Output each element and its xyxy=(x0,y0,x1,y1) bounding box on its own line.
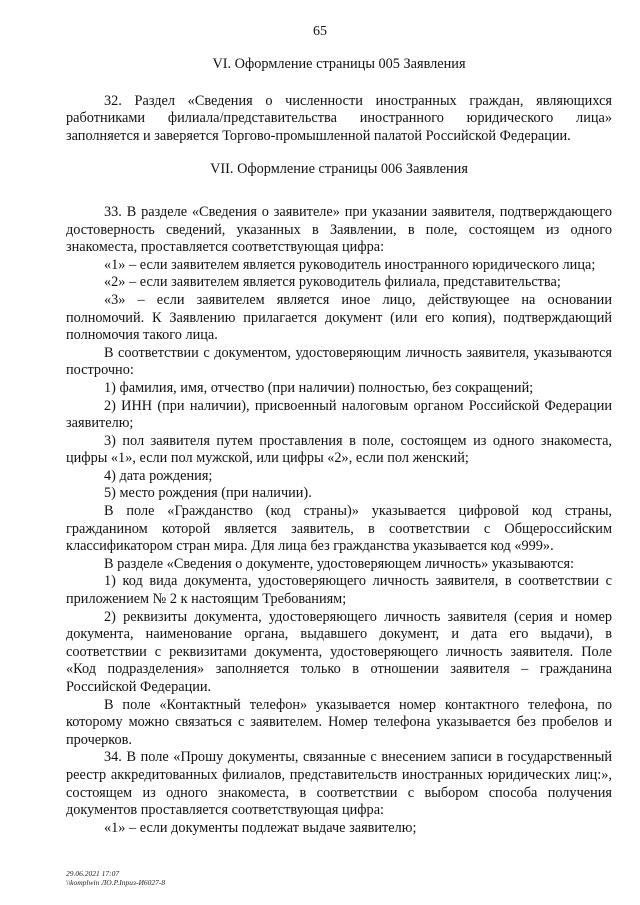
paragraph: 2) ИНН (при наличии), присвоенный налоговым органом Российской Федерации заявителю; xyxy=(66,397,612,432)
document-body xyxy=(66,56,612,837)
paragraph: 1) фамилия, имя, отчество (при наличии) полностью, без сокращений; xyxy=(104,379,534,396)
footer-timestamp: 29.06.2021 17:07 xyxy=(66,869,120,878)
paragraph: 33. В разделе «Сведения о заявителе» при указании заявителя, подтверждающего достоверность сведений, указанных в Заявлении, в поле, состоящем из одного знакоместа, проставляется соответствующая цифра: xyxy=(66,203,612,256)
paragraph: «3» – если заявителем является иное лицо, действующее на основании полномочий. К Заявлению прилагается документ (или его копия), подтверждающий полномочия такого лица. xyxy=(66,291,612,344)
paragraph: В разделе «Сведения о документе, удостоверяющем личность» указываются: xyxy=(104,555,575,572)
paragraph: «2» – если заявителем является руководитель филиала, представительства; xyxy=(104,274,561,291)
paragraph: 3) пол заявителя путем проставления в поле, состоящем из одного знакоместа, цифры «1», если пол мужской, или цифры «2», если пол женский; xyxy=(66,432,612,467)
paragraph: В поле «Контактный телефон» указывается номер контактного телефона, по которому можно связаться с заявителем. Номер телефона указывается без пробелов и прочерков. xyxy=(66,696,612,748)
document-footer xyxy=(66,869,165,887)
paragraph: В соответствии с документом, удостоверяющим личность заявителя, указываются построчно: xyxy=(66,344,612,379)
paragraph: 2) реквизиты документа, удостоверяющего личность заявителя (серия и номер документа, наименование органа, выдавшего документ, и дата его выдачи), в соответствии с реквизитами документа, удостоверяющего личность заявителя. Поле «Код подразделения» заполняется только в отношении заявителя – гражданина Российской Федерации. xyxy=(66,608,612,695)
footer-file-path: \\komplwin ЛО.Р.Iприз-И6027-8 xyxy=(66,878,166,887)
paragraph: 34. В поле «Прошу документы, связанные с внесением записи в государственный реестр аккредитованных филиалов, представительств иностранных юридических лиц:», состоящем из одного знакоместа, в соответствии с выбором способа получения документов проставляется соответствующая цифра: xyxy=(66,749,612,819)
page-number: 65 xyxy=(313,24,327,39)
paragraph: 4) дата рождения; xyxy=(104,467,213,484)
paragraph: «1» – если документы подлежат выдаче заявителю; xyxy=(104,819,417,836)
paragraph: 5) место рождения (при наличии). xyxy=(104,485,312,502)
section-heading: VI. Оформление страницы 005 Заявления xyxy=(212,56,466,72)
paragraph: «1» – если заявителем является руководитель иностранного юридического лица; xyxy=(104,256,596,273)
paragraph: 1) код вида документа, удостоверяющего личность заявителя, в соответствии с приложением № 2 к настоящим Требованиям; xyxy=(66,573,612,608)
section-heading: VII. Оформление страницы 006 Заявления xyxy=(210,161,468,178)
paragraph: В поле «Гражданство (код страны)» указывается цифровой код страны, гражданином которой является заявитель, в соответствии с Общероссийским классификатором стран мира. Для лица без гражданства указывается код «999». xyxy=(66,503,612,555)
paragraph: 32. Раздел «Сведения о численности иностранных граждан, являющихся работниками филиала/представительства иностранного юридического лица» заполняется и заверяется Торгово-промышленной палатой Российской Федерации. xyxy=(66,92,612,144)
